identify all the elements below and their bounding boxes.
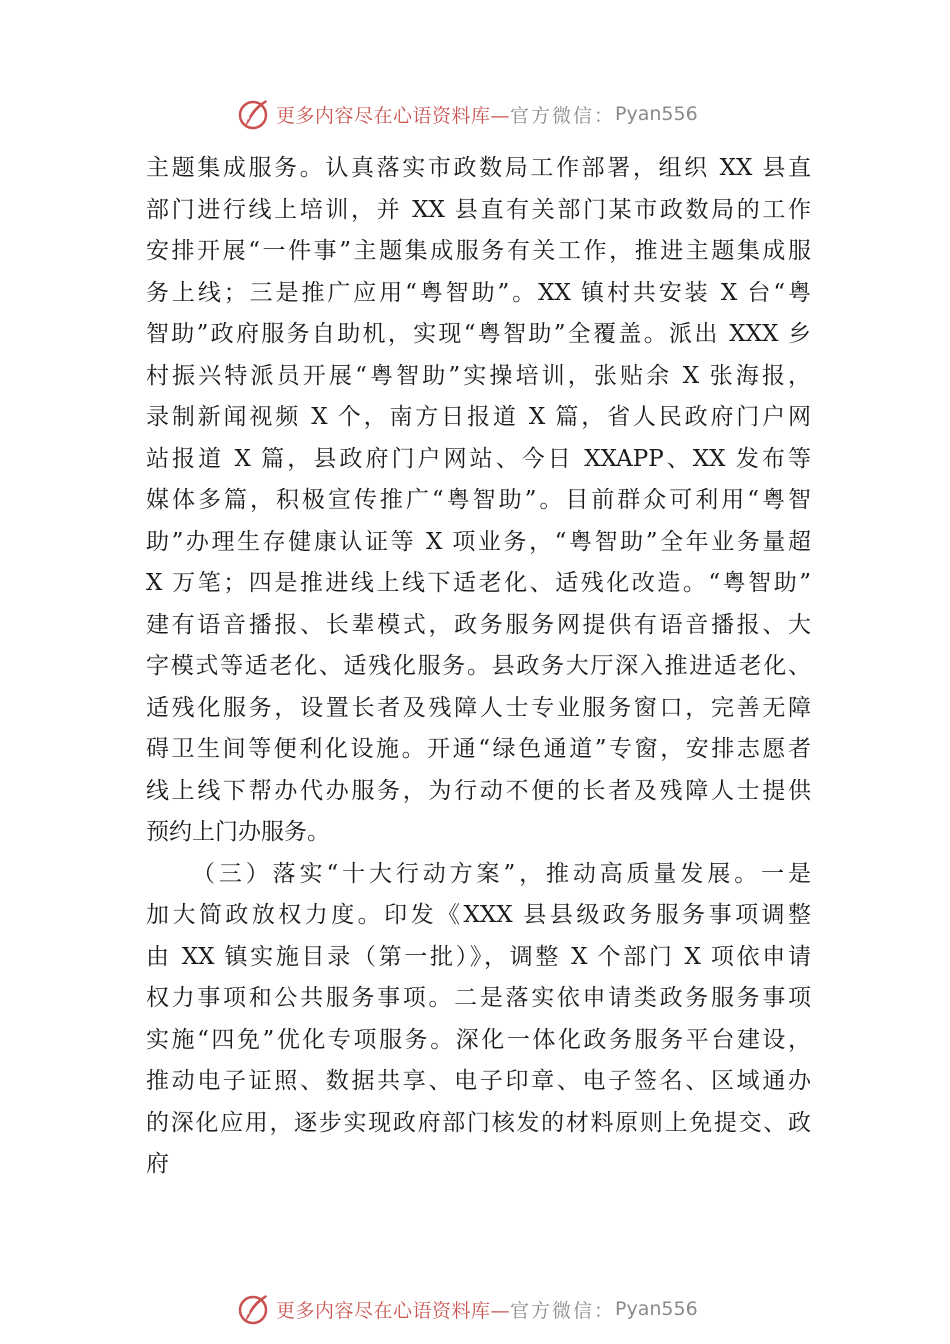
header-label: 官方微信： [510, 104, 616, 127]
text-line: 录制新闻视频 X 个，南方日报道 X 篇，省人民政府门户网 [146, 404, 811, 430]
text-line: 主题集成服务。认真落实市政数局工作部署，组织 XX 县直 [146, 155, 811, 181]
quill-pen-logo-icon [236, 1291, 272, 1327]
text-line: 村振兴特派员开展“粤智助”实操培训，张贴余 X 张海报， [146, 362, 811, 389]
text-line: 加大简政放权力度。印发《XXX 县县级政务服务事项调整 [146, 902, 811, 928]
footer-banner [236, 1289, 756, 1329]
section-heading-line: （三）落实“十大行动方案”，推动高质量发展。一是 [192, 860, 811, 887]
text-line: 助”办理生存健康认证等 X 项业务，“粤智助”全年业务量超 [146, 528, 811, 555]
text-line: 站报道 X 篇，县政府门户网站、今日 XXAPP、XX 发布等 [146, 445, 811, 472]
text-line: 线上线下帮办代办服务，为行动不便的长者及残障人士提供 [146, 777, 811, 804]
text-line: X 万笔；四是推进线上线下适老化、适残化改造。“粤智助” [146, 570, 811, 596]
text-line: 府 [146, 1151, 169, 1177]
text-line: 媒体多篇，积极宣传推广“粤智助”。目前群众可利用“粤智 [146, 487, 811, 513]
text-line: 的深化应用，逐步实现政府部门核发的材料原则上免提交、政 [146, 1109, 811, 1136]
text-line: 实施“四免”优化专项服务。深化一体化政务服务平台建设， [146, 1026, 811, 1053]
document-body [146, 148, 811, 1186]
text-line: 推动电子证照、数据共享、电子印章、电子签名、区域通办 [146, 1068, 811, 1094]
footer-main-text: 更多内容尽在心语资料库— [276, 1299, 511, 1322]
quill-pen-logo-icon [236, 96, 272, 132]
text-line: 权力事项和公共服务事项。二是落实依申请类政务服务事项 [146, 985, 811, 1011]
header-banner [236, 94, 756, 134]
text-line: 预约上门办服务。 [146, 819, 330, 845]
footer-account-id: Pyan556 [615, 1298, 698, 1320]
footer-label: 官方微信： [510, 1299, 616, 1322]
text-line: 碍卫生间等便利化设施。开通“绿色通道”专窗，安排志愿者 [146, 736, 811, 762]
text-line: 部门进行线上培训，并 XX 县直有关部门某市政数局的工作 [146, 196, 811, 223]
text-line: 务上线；三是推广应用“粤智助”。XX 镇村共安装 X 台“粤 [146, 279, 811, 306]
header-account-id: Pyan556 [615, 103, 698, 125]
text-line: 适残化服务，设置长者及残障人士专业服务窗口，完善无障 [146, 694, 811, 721]
text-line: 智助”政府服务自助机，实现“粤智助”全覆盖。派出 XXX 乡 [146, 321, 811, 347]
text-line: 由 XX 镇实施目录（第一批）》，调整 X 个部门 X 项依申请 [146, 943, 811, 970]
text-line: 字模式等适老化、适残化服务。县政务大厅深入推进适老化、 [146, 653, 811, 679]
header-main-text: 更多内容尽在心语资料库— [276, 104, 511, 127]
text-line: 建有语音播报、长辈模式，政务服务网提供有语音播报、大 [146, 611, 811, 638]
text-line: 安排开展“一件事”主题集成服务有关工作，推进主题集成服 [146, 238, 811, 264]
